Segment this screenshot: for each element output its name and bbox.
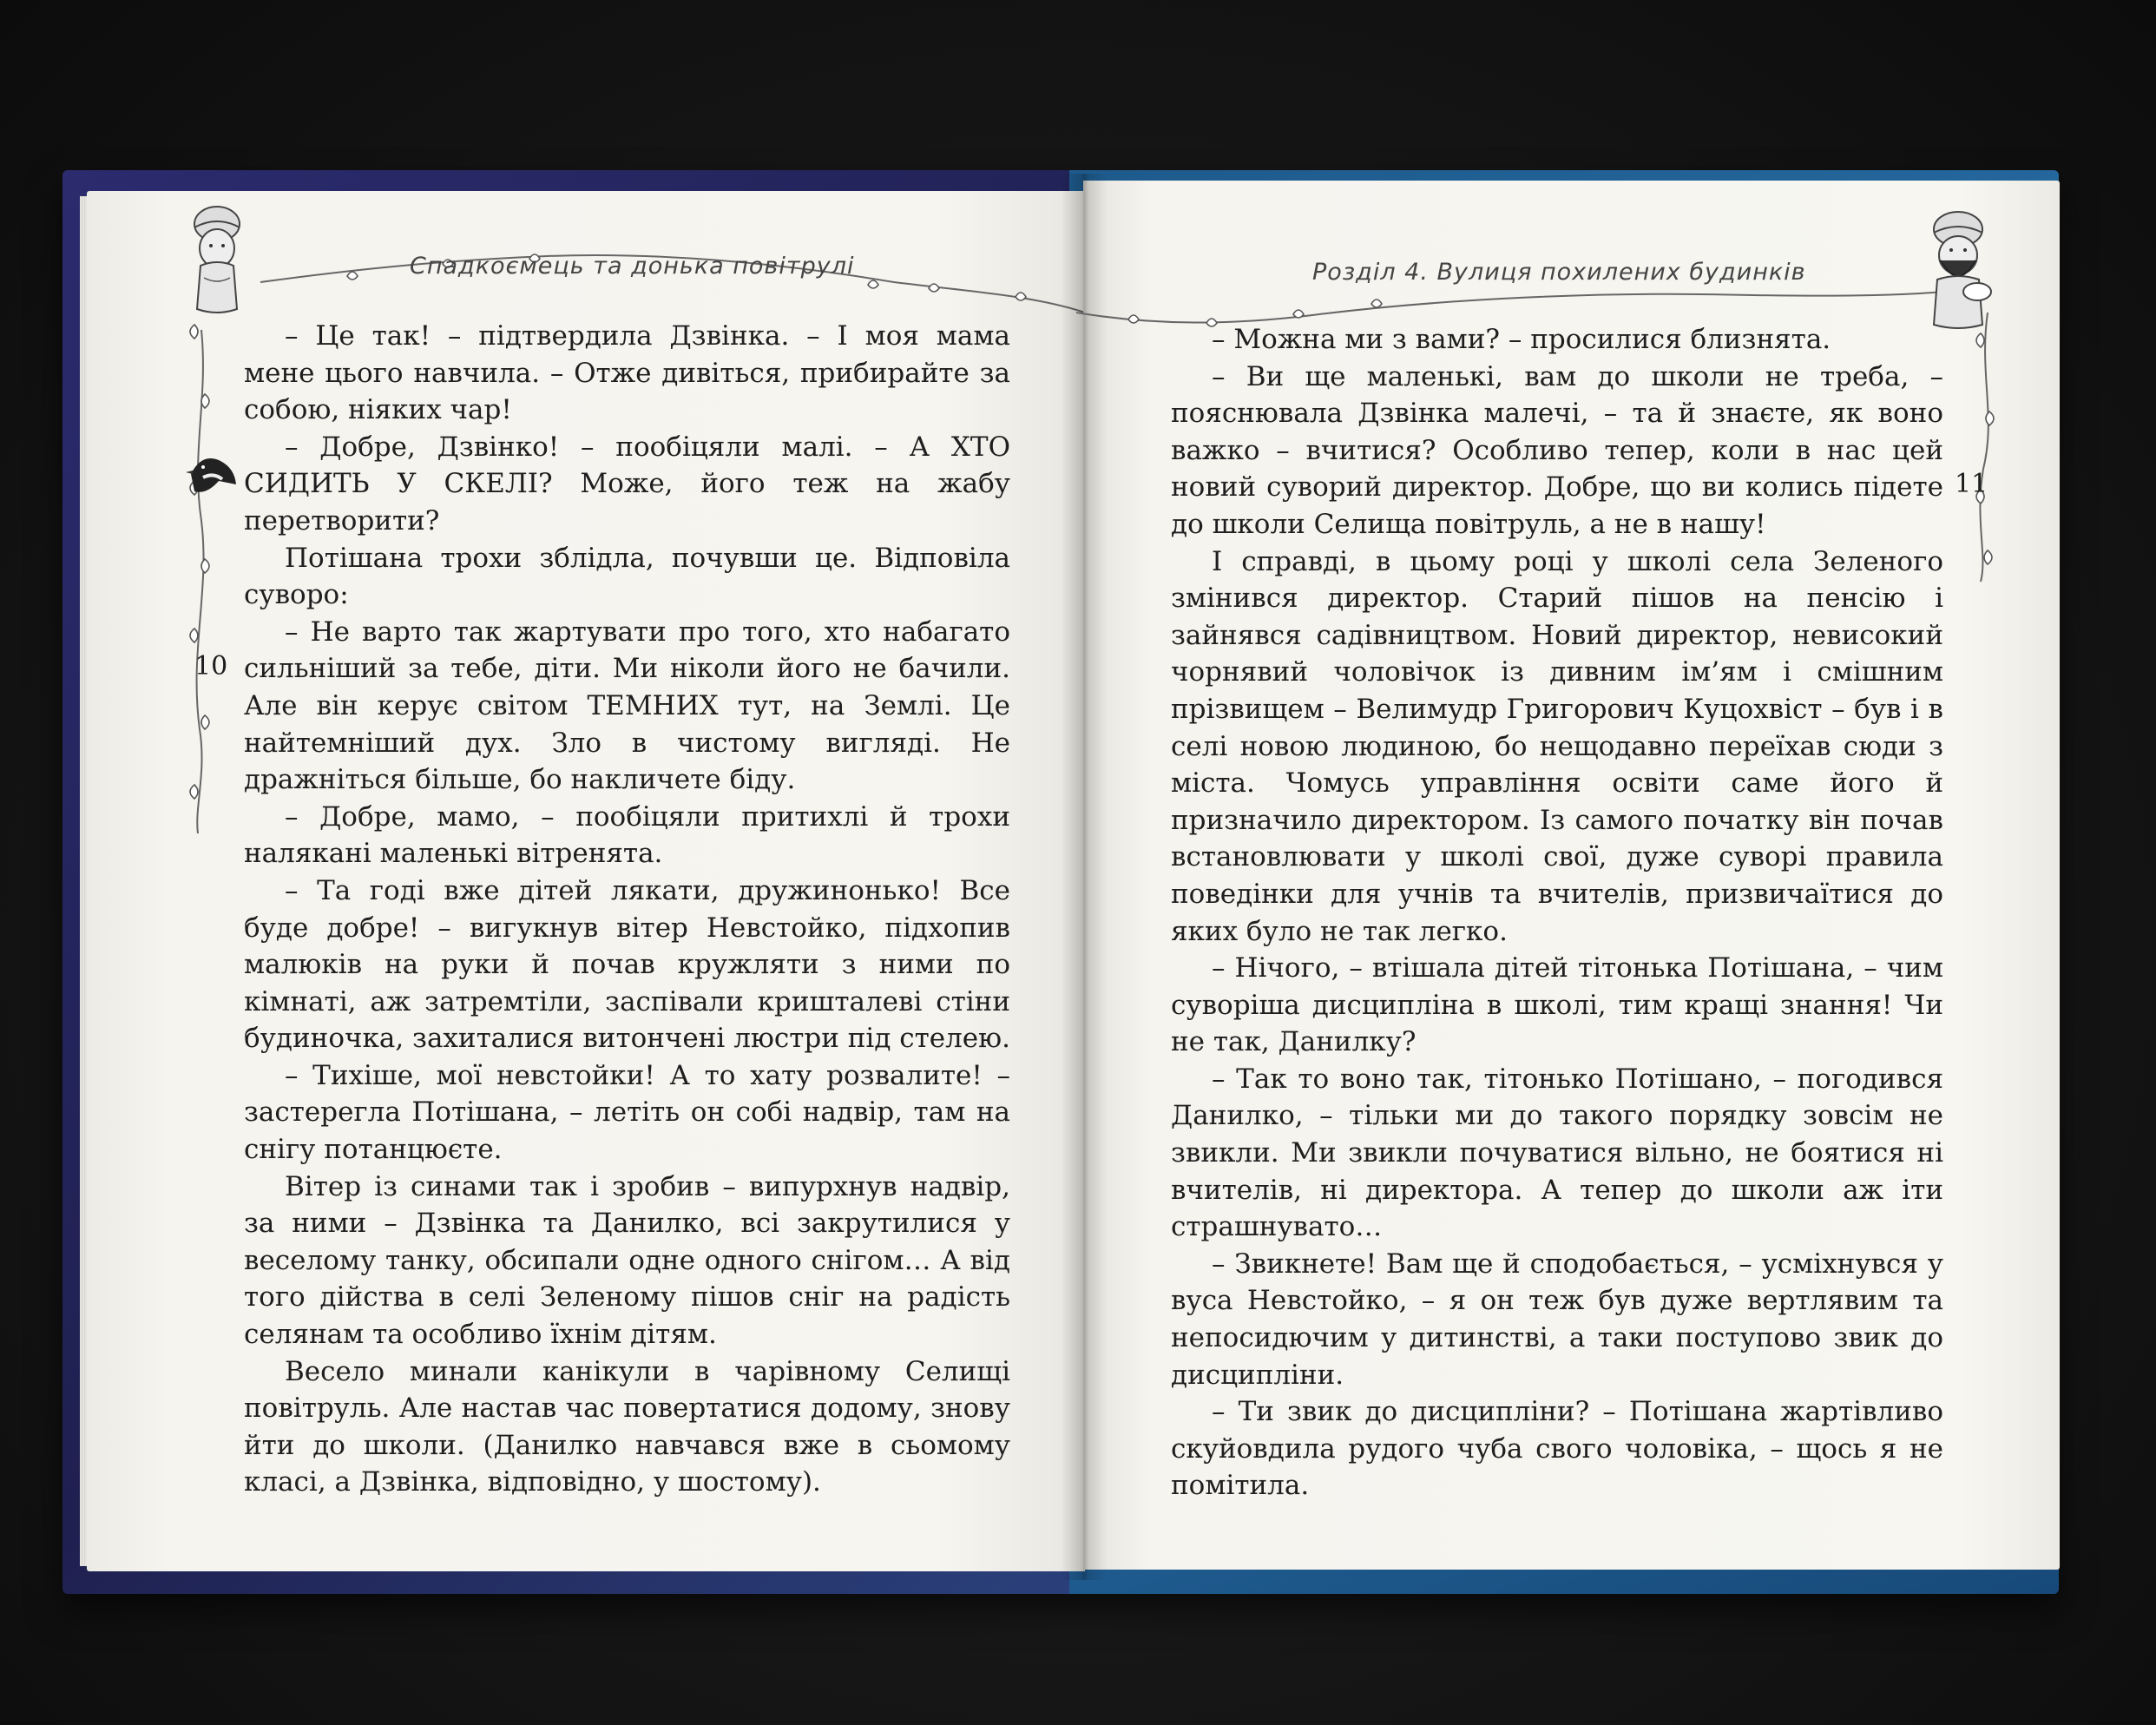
paragraph: – Нічого, – втішала дітей тітонька Потішана, – чим суворіша дисципліна в школі, тим кращі знання! Чи не так, Данилку? bbox=[1171, 952, 1943, 1058]
paragraph: Потішана трохи зблідла, почувши це. Відповіла суворо: bbox=[244, 542, 1010, 611]
paragraph: – Можна ми з вами? – просилися близнята. bbox=[1212, 324, 1831, 355]
paragraph: І справді, в цьому році у школі села Зеленого змінився директор. Старий пішов на пенсію і зайнявся садівництвом. Новий директор, невисокий чорнявий чоловічок із дивним ім’ям і смішним прізвищем – Велимудр Григорович Куцохвіст – був і в селі новою людиною, бо нещодавно переїхав сюди з міста. Чомусь управління освіти саме його й призначило директором. Із самого початку він почав встановлювати у школі свої, дуже суворі правила поведінки для учнів та вчителів, призвичаїтися до яких було не так легко. bbox=[1171, 545, 1943, 947]
paragraph: – Не варто так жартувати про того, хто набагато сильніший за тебе, діти. Ми ніколи його не бачили. Але він керує світом ТЕМНИХ тут, на Землі. Це найтемніший дух. Зло в чистому вигляді. Не дражніться більше, бо накличете біду. bbox=[244, 616, 1010, 796]
running-head-left: Спадкоємець та донька повітрулі bbox=[410, 253, 855, 280]
paragraph: – Тихіше, мої невстойки! А то хату розвалите! – застерегла Потішана, – летіть он собі надвір, там на снігу потанцюєте. bbox=[244, 1059, 1010, 1166]
paragraph: – Ти звик до дисципліни? – Потішана жартівливо скуйовдила рудого чуба свого чоловіка, – щось я не помітила. bbox=[1171, 1396, 1943, 1502]
paragraph: – Звикнете! Вам ще й сподобається, – усміхнувся у вуса Невстойко, – я он теж був дуже вертлявим та непосидючим у дитинстві, а таки поступово звик до дисципліни. bbox=[1171, 1248, 1943, 1391]
paragraph: Вітер із синами так і зробив – випурхнув надвір, за ними – Дзвінка та Данилко, всі закрутилися у веселому танку, обсипали одне одного снігом… А від того дійства в селі Зеленому пішов сніг на радість селянам та особливо їхнім дітям. bbox=[244, 1170, 1010, 1351]
left-page-text bbox=[244, 318, 1010, 1501]
paragraph: – Та годі вже дітей лякати, дружинонько! Все буде добре! – вигукнув вітер Невстойко, підхопив малюків на руки й почав кружляти з ними по кімнаті, аж затремтіли, заспівали кришталеві стіни будиночка, захиталися витончені люстри під стелею. bbox=[244, 874, 1011, 1055]
gnome-illustration-right bbox=[1916, 205, 2000, 335]
paragraph: – Це так! – підтвердила Дзвінка. – І моя мама мене цього навчила. – Отже дивіться, прибирайте за собою, ніяких чар! bbox=[244, 320, 1010, 426]
page-number-left: 10 bbox=[194, 651, 228, 681]
paragraph: – Добре, Дзвінко! – пообіцяли малі. – А ХТО СИДИТЬ У СКЕЛІ? Може, його теж на жабу перетворити? bbox=[244, 431, 1010, 537]
running-head-right: Розділ 4. Вулиця похилених будинків bbox=[1312, 259, 1806, 286]
right-page-text bbox=[1171, 321, 1943, 1504]
paragraph: – Добре, мамо, – пообіцяли притихлі й трохи налякані маленькі вітренята. bbox=[244, 800, 1010, 870]
page-number-right: 11 bbox=[1955, 469, 1988, 499]
paragraph: – Так то воно так, тітонько Потішано, – погодився Данилко, – тільки ми до такого порядку зовсім не звикли. Ми звикли почуватися вільно, не боятися ні вчителів, ні директора. А тепер до школи аж іти страшнувато… bbox=[1171, 1063, 1943, 1243]
paragraph: – Ви ще маленькі, вам до школи не треба, – пояснювала Дзвінка малечі, – та й знаєте, як воно важко – вчитися? Особливо тепер, коли в нас цей новий суворий директор. Добре, що ви колись підете до школи Селища повітруль, а не в нашу! bbox=[1171, 360, 1943, 540]
paragraph: Весело минали канікули в чарівному Селищі повітруль. Але настав час повертатися додому, знову йти до школи. (Данилко навчався вже в сьомому класі, а Дзвінка, відповідно, у шостому). bbox=[244, 1355, 1010, 1498]
magpie-illustration bbox=[184, 441, 241, 502]
